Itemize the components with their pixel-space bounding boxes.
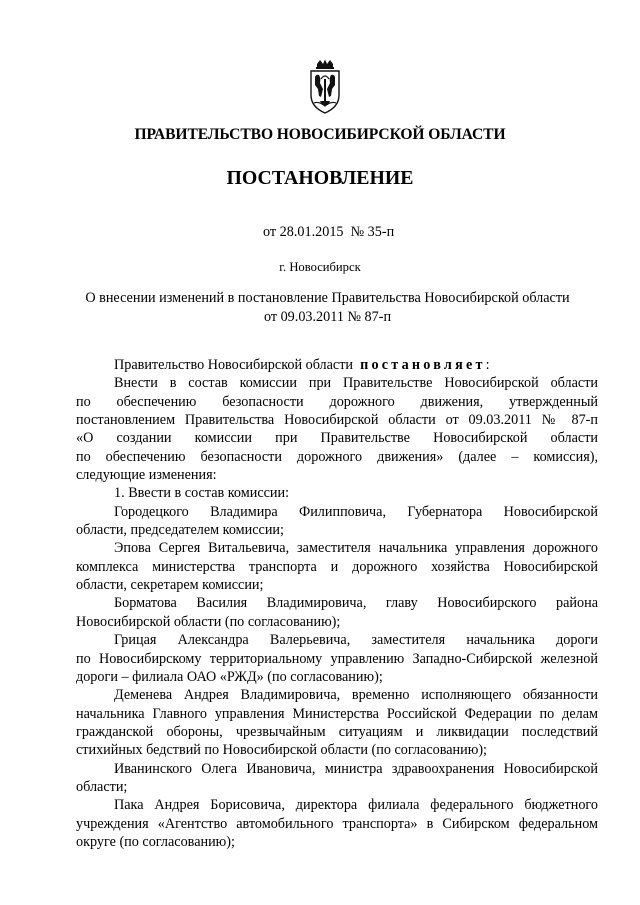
body-line: округе (по согласованию); bbox=[76, 833, 235, 850]
body-line: Эпова Сергея Витальевича, заместителя начальника управления дорожного bbox=[114, 540, 598, 557]
body-line: Иванинского Олега Ивановича, министра здравоохранения Новосибирской bbox=[114, 760, 598, 777]
body-line: Грицая Александра Валерьевича, заместителя начальника дороги bbox=[114, 632, 598, 649]
preamble-colon: : bbox=[485, 357, 490, 373]
body-line: 1. Ввести в состав комиссии: bbox=[114, 485, 290, 502]
organization-title: ПРАВИТЕЛЬСТВО НОВОСИБИРСКОЙ ОБЛАСТИ bbox=[134, 126, 506, 143]
body-line: «О создании комиссии при Правительстве Новосибирской области bbox=[76, 430, 598, 447]
body-line: стихийных бедствий по Новосибирской области (по согласованию); bbox=[76, 742, 487, 759]
document-date: 28.01.2015 bbox=[279, 224, 344, 240]
body-line: области, председателем комиссии; bbox=[76, 522, 284, 539]
document-body bbox=[76, 356, 598, 851]
body-line: Пака Андрея Борисовича, директора филиала федерального бюджетного bbox=[114, 797, 598, 814]
body-line: гражданской обороны, чрезвычайным ситуациям и ликвидации последствий bbox=[76, 723, 598, 740]
body-line: комплекса министерства транспорта и дорожного хозяйства Новосибирской bbox=[76, 558, 598, 575]
coat-of-arms-icon bbox=[302, 59, 348, 115]
body-line: следующие изменения: bbox=[76, 467, 217, 484]
body-line: дороги – филиала ОАО «РЖД» (по согласованию); bbox=[76, 668, 383, 685]
subject-line: О внесении изменений в постановление Правительства Новосибирской области bbox=[85, 290, 570, 306]
preamble-text: Правительство Новосибирской области bbox=[114, 357, 354, 373]
body-line: Новосибирской области (по согласованию); bbox=[76, 613, 341, 630]
body-line: Внести в состав комиссии при Правительстве Новосибирской области bbox=[114, 375, 598, 392]
body-line: Борматова Василия Владимировича, главу Новосибирского района bbox=[114, 595, 598, 612]
body-line: учреждения «Агентство автомобильного транспорта» в Сибирском федеральном bbox=[76, 815, 598, 832]
document-subject bbox=[60, 289, 595, 326]
body-line: области, секретарем комиссии; bbox=[76, 577, 264, 594]
body-line: по обеспечению безопасности дорожного движения, утвержденный bbox=[76, 393, 598, 410]
body-line: по обеспечению безопасности дорожного движения» (далее – комиссия), bbox=[76, 448, 598, 465]
date-number-line bbox=[263, 224, 394, 241]
document-type: ПОСТАНОВЛЕНИЕ bbox=[226, 167, 414, 189]
date-prefix: от bbox=[263, 224, 277, 240]
preamble-line bbox=[76, 356, 598, 374]
subject-line: от 09.03.2011 № 87-п bbox=[263, 308, 392, 325]
coat-of-arms-emblem bbox=[302, 59, 348, 115]
body-line: Деменева Андрея Владимировича, временно исполняющего обязанности bbox=[114, 687, 598, 704]
body-line: области; bbox=[76, 778, 128, 795]
body-line: Городецкого Владимира Филипповича, Губернатора Новосибирской bbox=[114, 503, 598, 520]
document-number: № 35-п bbox=[350, 224, 395, 240]
body-line: постановлением Правительства Новосибирской области от 09.03.2011 № 87-п bbox=[76, 412, 598, 429]
body-line: начальника Главного управления Министерства Российской Федерации по делам bbox=[76, 705, 598, 722]
body-line: по Новосибирскому территориальному управлению Западно-Сибирской железной bbox=[76, 650, 598, 667]
place-of-issue: г. Новосибирск bbox=[279, 260, 361, 274]
preamble-verb: постановляет bbox=[360, 357, 486, 373]
